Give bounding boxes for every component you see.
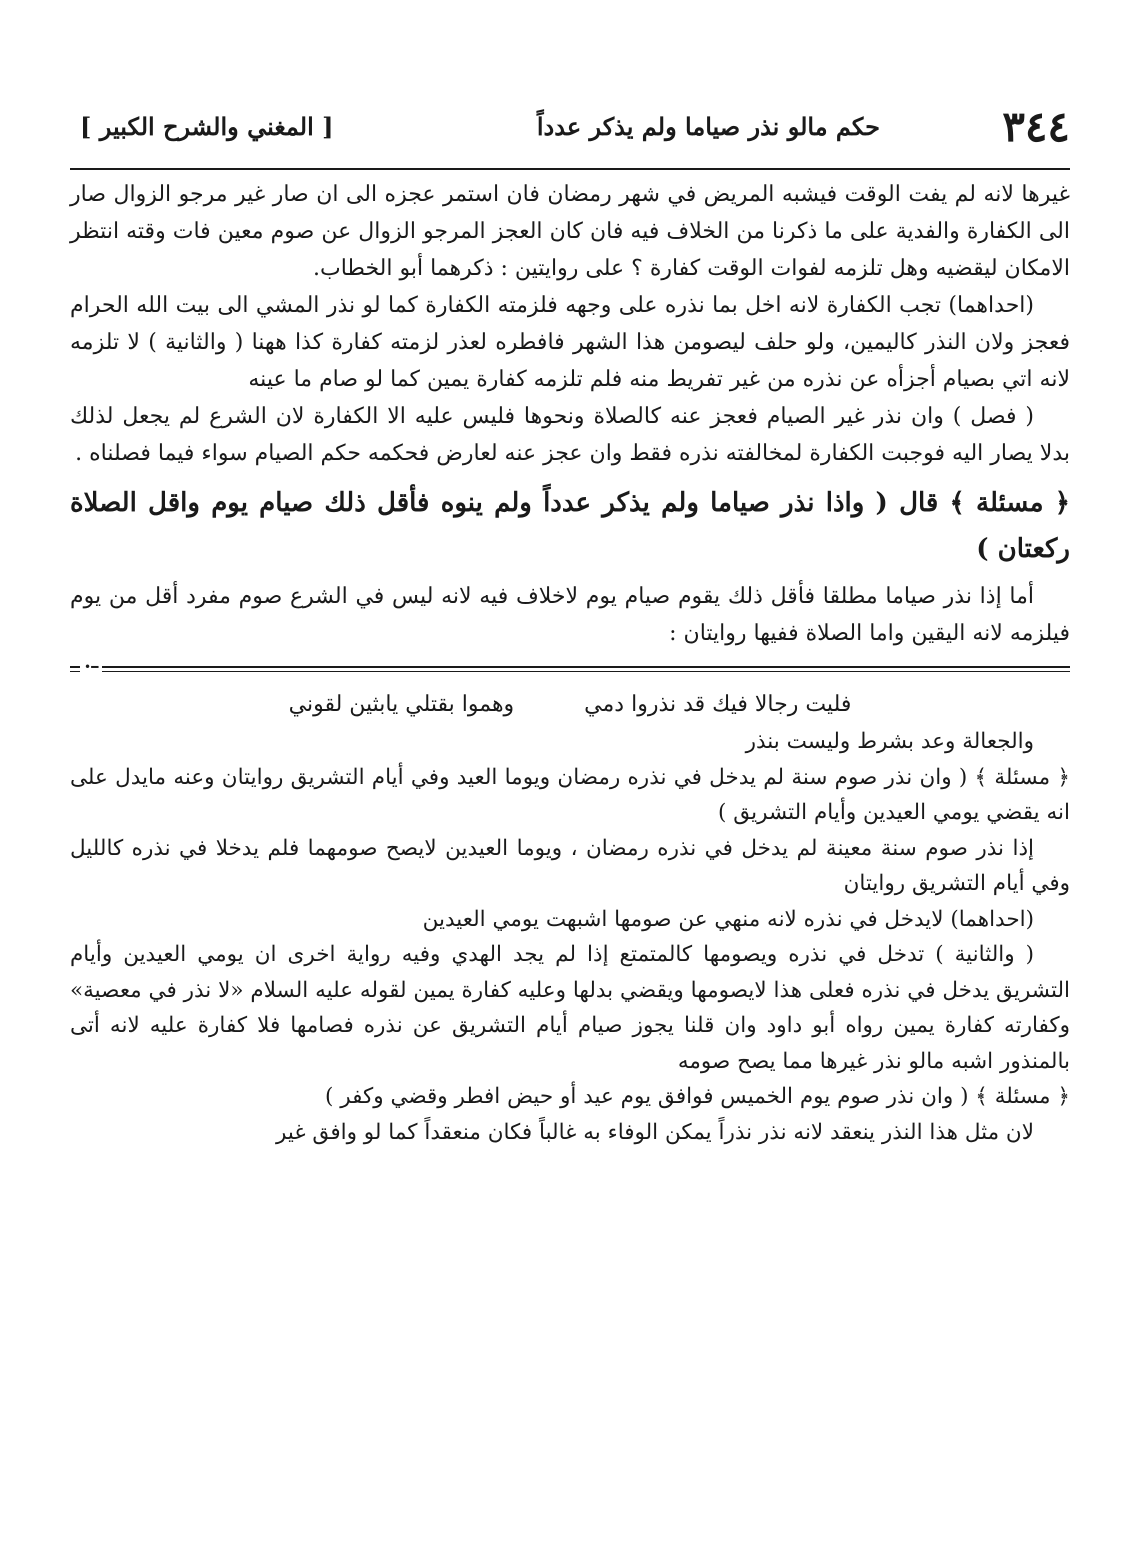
- page: [70, 96, 1070, 1150]
- verse-hemistich: فليت رجالا فيك قد نذروا دمي: [584, 692, 852, 717]
- main-paragraph: (احداهما) تجب الكفارة لانه اخل بما نذره على وجهه فلزمته الكفارة كما لو نذر المشي الى بيت الله الحرام فعجز ولان النذر كاليمين، ولو حلف ليصومن هذا الشهر فافطره لعذر لزمته كفارة كذا ههنا ( والثانية ) لا تلزمه لانه اتي بصيام أجزأه عن نذره من غير تفريط منه فلم تلزمه كفارة يمين كما لو صام ما عينه: [70, 293, 1070, 392]
- masala-heading: ﴿ مسئلة ﴾ قال ( واذا نذر صياما ولم يذكر عدداً ولم ينوه فأقل ذلك صيام يوم واقل الصلاة ركعتان ): [70, 488, 1070, 564]
- divider-line: [70, 666, 1070, 668]
- masala-heading: ﴿ مسئلة ﴾ ( وان نذر صوم يوم الخميس فوافق يوم عيد أو حيض افطر وقضي وكفر ): [325, 1084, 1070, 1109]
- book-title: [ المغني والشرح الكبير ]: [80, 112, 334, 141]
- commentary-paragraph: والجعالة وعد بشرط وليست بنذر: [745, 729, 1034, 754]
- section-divider: [70, 660, 1070, 674]
- main-paragraph: غيرها لانه لم يفت الوقت فيشبه المريض في شهر رمضان فان استمر عجزه الى ان صار غير مرجو الزوال صار الى الكفارة والفدية على ما ذكرنا من الخلاف فيه فان كان العجز المرجو الزوال عن صوم معين فات وقته انتظر الامكان ليقضيه وهل تلزمه لفوات الوقت كفارة ؟ على روايتين : ذكرهما أبو الخطاب.: [70, 182, 1070, 281]
- commentary-paragraph: لان مثل هذا النذر ينعقد لانه نذر نذراً يمكن الوفاء به غالباً فكان منعقداً كما لو وافق غير: [275, 1119, 1034, 1145]
- main-paragraph: أما إذا نذر صياما مطلقا فأقل ذلك يقوم صيام يوم لاخلاف فيه لانه ليس في الشرع صوم مفرد أقل من يوم فيلزمه لانه اليقين واما الصلاة ففيها روايتان :: [70, 584, 1070, 646]
- masala-heading: ﴿ مسئلة ﴾ ( وان نذر صوم سنة لم يدخل في نذره رمضان ويوما العيد وفي أيام التشريق روايتان وعنه مايدل على انه يقضي يومي العيدين وأيام التشريق ): [70, 764, 1070, 825]
- divider-ornament: ━•: [80, 660, 102, 674]
- commentary-paragraph: ( والثانية ) تدخل في نذره ويصومها كالمتمتع إذا لم يجد الهدي وفيه رواية اخرى ان يومي العيدين وأيام التشريق يدخل في نذره فعلى هذا لايصومها ويقضي بدلها وعليه كفارة يمين لقوله عليه السلام «لا نذر في معصية» وكفارته كفارة يمين رواه أبو داود وان قلنا يجوز صيام أيام التشريق عن نذره فصامها فلا كفارة عليه لانه أتى بالمنذور اشبه مالو نذر غيرها مما يصح صومه: [70, 942, 1070, 1074]
- divider-line: [70, 671, 1070, 672]
- main-text: [70, 176, 1070, 652]
- poetry-verse: [70, 686, 1070, 724]
- commentary-text: [70, 686, 1070, 1150]
- verse-hemistich: وهموا بقتلي يابثين لقوني: [288, 692, 515, 717]
- commentary-paragraph: إذا نذر صوم سنة معينة لم يدخل في نذره رمضان ، ويوما العيدين لايصح صومهما فلم يدخلا في نذره كالليل وفي أيام التشريق روايتان: [70, 835, 1070, 896]
- page-number: ٣٤٤: [1002, 102, 1070, 151]
- page-header: [70, 96, 1070, 170]
- commentary-paragraph: (احداهما) لايدخل في نذره لانه منهي عن صومها اشبهت يومي العيدين: [422, 906, 1034, 932]
- main-paragraph: ( فصل ) وان نذر غير الصيام فعجز عنه كالصلاة ونحوها فليس عليه الا الكفارة لان الشرع لم يجعل لذلك بدلا يصار اليه فوجبت الكفارة لمخالفته نذره فقط وان عجز عنه لعارض فحكمه حكم الصيام سواء فيما فصلناه .: [70, 404, 1070, 466]
- running-title: حكم مالو نذر صياما ولم يذكر عدداً: [536, 112, 880, 141]
